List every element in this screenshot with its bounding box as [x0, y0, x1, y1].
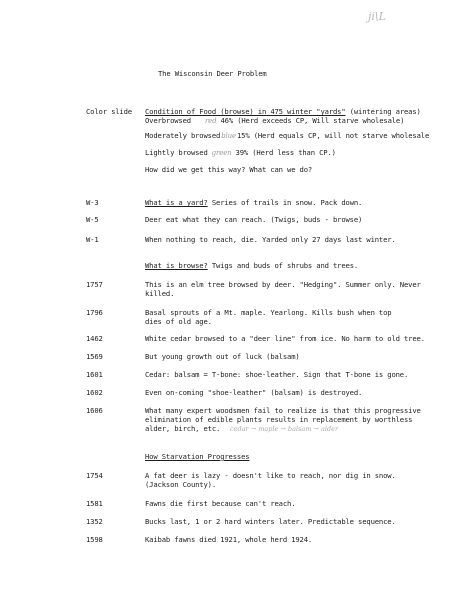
elm-line-1: This is an elm tree browsed by deer. "Hedging". Summer only. Never [145, 280, 421, 289]
overbrowsed-lead: Overbrowsed [145, 116, 191, 125]
lightly-browsed-line [145, 149, 336, 158]
browse-answer: Twigs and buds of shrubs and trees. [207, 261, 359, 270]
food-condition-heading-tail: (wintering areas) [345, 107, 421, 116]
code-w5: W-5 [86, 215, 99, 224]
document-title: The Wisconsin Deer Problem [158, 69, 267, 78]
moderate-tail: 15% (Herd equals CP, will not starve wholesale [236, 131, 430, 140]
light-color-note: green [211, 149, 232, 157]
yard-answer: Series of trails in snow. Pack down. [207, 198, 363, 207]
code-1606: 1606 [86, 406, 103, 415]
elm-line-2: killed. [145, 289, 175, 298]
yard-definition-line [145, 199, 362, 208]
code-w3: W-3 [86, 198, 99, 207]
code-1462: 1462 [86, 334, 103, 343]
fawns-die-line: Fawns die first because can't reach. [145, 499, 296, 508]
food-condition-heading-text: Condition of Food (browse) in 475 winter "yards" [145, 107, 346, 116]
starvation-heading-text: How Starvation Progresses [145, 452, 250, 461]
overbrowsed-color-note: red [204, 117, 217, 125]
woodsmen-line-1: What many expert woodsmen fail to realize is that this progressive [145, 406, 421, 415]
overbrowsed-line [145, 117, 404, 126]
code-1757: 1757 [86, 280, 103, 289]
young-growth-line: But young growth out of luck (balsam) [145, 352, 300, 361]
kaibab-line: Kaibab fawns died 1921, whole herd 1924. [145, 535, 313, 544]
browse-heading [145, 262, 358, 271]
handwritten-page-mark: ji\L [368, 10, 386, 23]
fat-deer-line-1: A fat deer is lazy - doesn't like to reach, nor dig in snow. [145, 471, 396, 480]
overbrowsed-tail: 46% (Herd exceeds CP, Will starve wholesale) [220, 116, 405, 125]
moderately-browsed-line [145, 132, 429, 141]
code-1796: 1796 [86, 308, 103, 317]
code-w1: W-1 [86, 235, 99, 244]
cedar-deer-line: White cedar browsed to a "deer line" from ice. No harm to old tree. [145, 334, 425, 343]
maple-line-1: Basal sprouts of a Mt. maple. Yearlong. Kills bush when top [145, 308, 392, 317]
browse-question: What is browse? [145, 261, 208, 270]
light-lead: Lightly browsed [145, 148, 208, 157]
moderate-lead: Moderately browsed [145, 131, 221, 140]
deer-eat-line: Deer eat what they can reach. (Twigs, buds - browse) [145, 215, 363, 224]
woodsmen-line-2: elimination of edible plants results in replacement by worthless [145, 415, 413, 424]
maple-line-2: dies of old age. [145, 317, 212, 326]
light-tail: 39% (Herd less than CP.) [235, 148, 336, 157]
woodsmen-line-3: alder, birch, etc. [145, 424, 221, 433]
tbone-line: Cedar: balsam = T-bone: shoe-leather. Sign that T-bone is gone. [145, 370, 409, 379]
code-1581: 1581 [86, 499, 103, 508]
nothing-to-reach-line: When nothing to reach, die. Yarded only 27 days last winter. [145, 235, 396, 244]
code-1601: 1601 [86, 370, 103, 379]
code-1754: 1754 [86, 471, 103, 480]
starvation-heading [145, 453, 249, 462]
shoe-leather-line: Even on-coming "shoe-leather" (balsam) is destroyed. [145, 388, 363, 397]
code-1569: 1569 [86, 352, 103, 361]
question-line: How did we get this way? What can we do? [145, 165, 313, 174]
yard-question: What is a yard? [145, 198, 208, 207]
code-1352: 1352 [86, 517, 103, 526]
bucks-last-line: Bucks last, 1 or 2 hard winters later. Predictable sequence. [145, 517, 396, 526]
color-slide-label: Color slide [86, 107, 132, 116]
code-1602: 1602 [86, 388, 103, 397]
fat-deer-line-2: (Jackson County). [145, 480, 217, 489]
succession-handwritten-note: cedar → maple → balsam → alder [230, 425, 339, 433]
moderate-color-note: blue [221, 132, 236, 140]
code-1598: 1598 [86, 535, 103, 544]
